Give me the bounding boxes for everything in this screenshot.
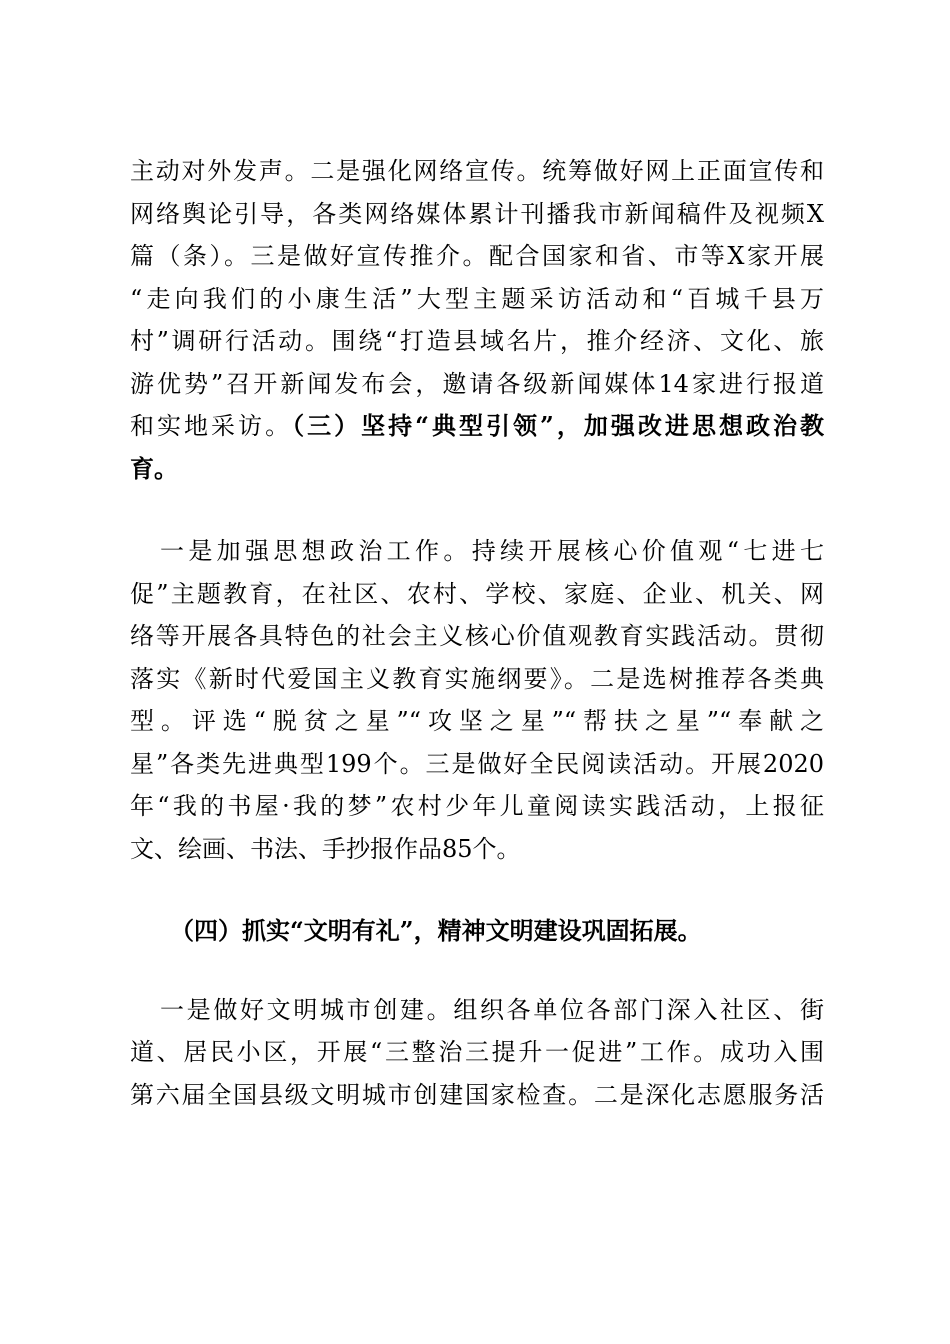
text-line: 道、居民小区，开展“三整治三提升一促进”工作。成功入围	[130, 1038, 824, 1066]
text-line: 星”各类先进典型199个。三是做好全民阅读活动。开展2020	[130, 749, 824, 778]
text-line: “走向我们的小康生活”大型主题采访活动和“百城千县万	[130, 284, 824, 313]
text-line: 一是做好文明城市创建。组织各单位各部门深入社区、街	[160, 995, 824, 1024]
paragraph-2	[130, 530, 824, 870]
text-line: 主动对外发声。二是强化网络宣传。统筹做好网上正面宣传和	[130, 157, 824, 185]
paragraph-3	[130, 989, 824, 1117]
text-line: 文、绘画、书法、手抄报作品85个。	[130, 834, 521, 863]
section-heading-3-end: 育。	[130, 453, 178, 483]
text-run: 和实地采访。	[130, 412, 293, 440]
text-line: 型。评选“脱贫之星”“攻坚之星”“帮扶之星”“奉献之	[130, 707, 824, 735]
text-line: 络等开展各具特色的社会主义核心价值观教育实践活动。贯彻	[130, 622, 824, 650]
text-line: 落实《新时代爱国主义教育实施纲要》。二是选树推荐各类典	[130, 664, 824, 693]
paragraph-gap	[130, 870, 824, 910]
text-line: 促”主题教育，在社区、农村、学校、家庭、企业、机关、网	[130, 579, 824, 608]
document-page	[130, 150, 824, 1116]
paragraph-1	[130, 150, 824, 490]
paragraph-gap	[130, 953, 824, 989]
text-line: 一是加强思想政治工作。持续开展核心价值观“七进七	[160, 537, 824, 565]
paragraph-gap	[130, 490, 824, 530]
section-heading-3: （三）坚持“典型引领”，加强改进思想政治教	[292, 411, 825, 440]
text-line: 篇（条）。三是做好宣传推介。配合国家和省、市等X家开展	[130, 242, 824, 270]
text-line: 村”调研行活动。围绕“打造县域名片，推介经济、文化、旅	[130, 327, 824, 355]
text-line: 年“我的书屋·我的梦”农村少年儿童阅读实践活动，上报征	[130, 792, 824, 820]
text-line-with-heading	[130, 405, 824, 448]
text-line: 第六届全国县级文明城市创建国家检查。二是深化志愿服务活	[130, 1080, 824, 1109]
text-line: 网络舆论引导，各类网络媒体累计刊播我市新闻稿件及视频X	[130, 199, 824, 228]
section-heading-4: （四）抓实“文明有礼”，精神文明建设巩固拓展。	[170, 916, 702, 945]
text-line: 游优势”召开新闻发布会，邀请各级新闻媒体14家进行报道	[130, 369, 824, 398]
